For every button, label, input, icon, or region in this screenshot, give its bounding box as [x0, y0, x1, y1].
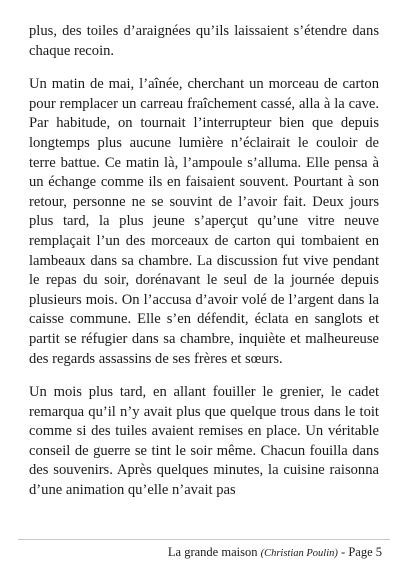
page-body	[29, 22, 379, 515]
footer-author: (Christian Poulin)	[260, 548, 338, 559]
footer-book-title: La grande maison	[167, 545, 258, 559]
paragraph-1: plus, des toiles d’araignées qu’ils laissaient s’étendre dans chaque recoin.	[29, 23, 379, 59]
paragraph-3: Un mois plus tard, en allant fouiller le grenier, le cadet remarqua qu’il n’y avait plus que quelque trous dans le toit comme si des tuiles avaient remises en place. Un véritable conseil de guerre se tint le soir même. Chacun fouilla dans des souvenirs. Après quelques minutes, la cuisine raisonna d’une animation qu’elle n’avait pas	[29, 384, 379, 499]
footer-divider	[18, 539, 390, 540]
footer-page-number: Page 5	[348, 545, 382, 559]
page-footer	[168, 544, 382, 562]
paragraph-2: Un matin de mai, l’aînée, cherchant un morceau de carton pour remplacer un carreau fraîchement cassé, alla à la cave. Par habitude, on tournait l’interrupteur bien que depuis longtemps plus aucune lumière n’éclairait le couloir de terre battue. Ce matin là, l’ampoule s’alluma. Elle pensa à un échange comme ils en faisaient souvent. Pourtant à son retour, personne ne se souvint de l’avoir fait. Deux jours plus tard, la plus jeune s’aperçut qu’une vitre neuve remplaçait l’un des morceaux de carton qui tombaient en lambeaux dans sa chambre. La discussion fut vive pendant le repas du soir, dorénavant le seul de la journée depuis plusieurs mois. On l’accusa d’avoir volé de l’argent dans la caisse commune. Elle s’en défendit, éclata en sanglots et partit se réfugier dans sa chambre, inquiète et malheureuse des regards assassins de ses frères et sœurs.	[29, 76, 379, 367]
footer-separator: -	[341, 545, 346, 559]
